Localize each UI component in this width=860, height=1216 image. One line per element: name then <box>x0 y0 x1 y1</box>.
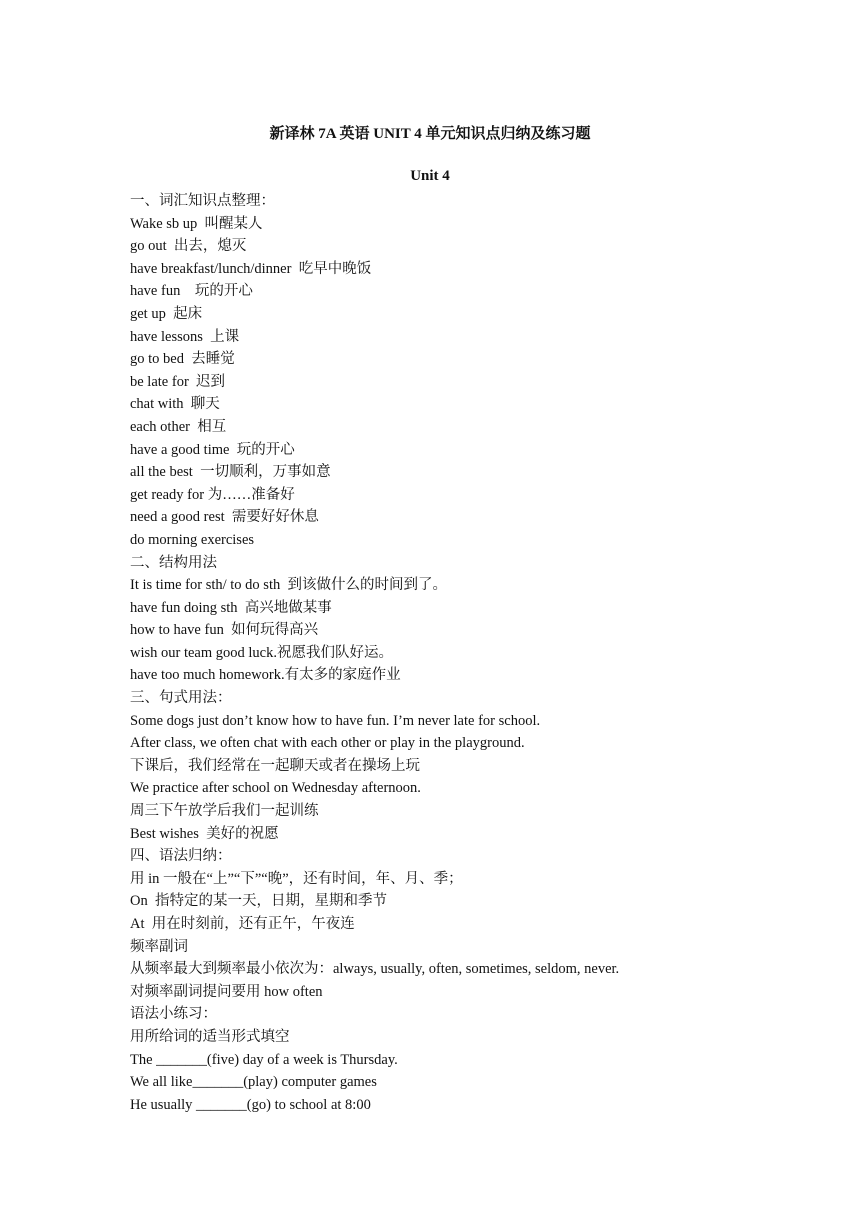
text-line: have too much homework.有太多的家庭作业 <box>130 667 401 684</box>
text-line: all the best 一切顺利，万事如意 <box>130 464 331 481</box>
text-line: At 用在时刻前，还有正午，午夜连 <box>130 916 355 932</box>
text-line: 四、语法归纳： <box>130 848 232 865</box>
text-line: Best wishes 美好的祝愿 <box>130 825 279 842</box>
text-line: 一、词汇知识点整理： <box>130 193 275 209</box>
text-line: need a good rest 需要好好休息 <box>130 509 319 526</box>
text-line: We all like_______(play) computer games <box>130 1074 377 1091</box>
text-line: The _______(five) day of a week is Thursday. <box>130 1051 398 1068</box>
text-line: After class, we often chat with each other or play in the playground. <box>130 735 525 752</box>
document-body <box>130 190 830 1116</box>
text-line: 频率副词 <box>130 938 188 955</box>
text-line: On 指特定的某一天，日期，星期和季节 <box>130 893 387 910</box>
text-line: Wake sb up 叫醒某人 <box>130 215 263 232</box>
text-line: have breakfast/lunch/dinner 吃早中晚饭 <box>130 260 372 277</box>
text-line: It is time for sth/ to do sth 到该做什么的时间到了。 <box>130 577 447 594</box>
document-subtitle: Unit 4 <box>410 168 450 184</box>
text-line: wish our team good luck.祝愿我们队好运。 <box>130 644 393 661</box>
text-line: get up 起床 <box>130 305 203 322</box>
text-line: have a good time 玩的开心 <box>130 441 295 458</box>
text-line: 对频率副词提问要用 how often <box>130 983 323 1000</box>
text-line: 用 in 一般在“上”“下”“晚”，还有时间，年、月、季； <box>130 870 463 887</box>
text-line: chat with 聊天 <box>130 396 220 413</box>
text-line: each other 相互 <box>130 418 227 435</box>
text-line: go out 出去，熄灭 <box>130 238 247 255</box>
text-line: 三、句式用法： <box>130 690 232 707</box>
text-line: We practice after school on Wednesday afternoon. <box>130 780 421 797</box>
text-line: He usually _______(go) to school at 8:00 <box>130 1096 371 1113</box>
document-title: 新译林 7A 英语 UNIT 4 单元知识点归纳及练习题 <box>269 126 591 142</box>
text-line: have lessons 上课 <box>130 328 240 345</box>
text-line: 下课后，我们经常在一起聊天或者在操场上玩 <box>130 757 420 774</box>
text-line: have fun doing sth 高兴地做某事 <box>130 599 332 616</box>
text-line: get ready for 为……准备好 <box>130 486 295 503</box>
text-line: go to bed 去睡觉 <box>130 351 235 368</box>
text-line: how to have fun 如何玩得高兴 <box>130 622 319 639</box>
text-line: be late for 迟到 <box>130 373 226 390</box>
text-line: have fun 玩的开心 <box>130 283 253 300</box>
text-line: 语法小练习： <box>130 1006 217 1023</box>
text-line: 从频率最大到频率最小依次为：always, usually, often, sometimes, seldom, never. <box>130 961 620 978</box>
text-line: 二、结构用法 <box>130 554 217 571</box>
text-line: do morning exercises <box>130 531 255 548</box>
text-line: 用所给词的适当形式填空 <box>130 1028 290 1045</box>
text-line: 周三下午放学后我们一起训练 <box>130 803 319 820</box>
text-line: Some dogs just don’t know how to have fun. I’m never late for school. <box>130 712 541 729</box>
